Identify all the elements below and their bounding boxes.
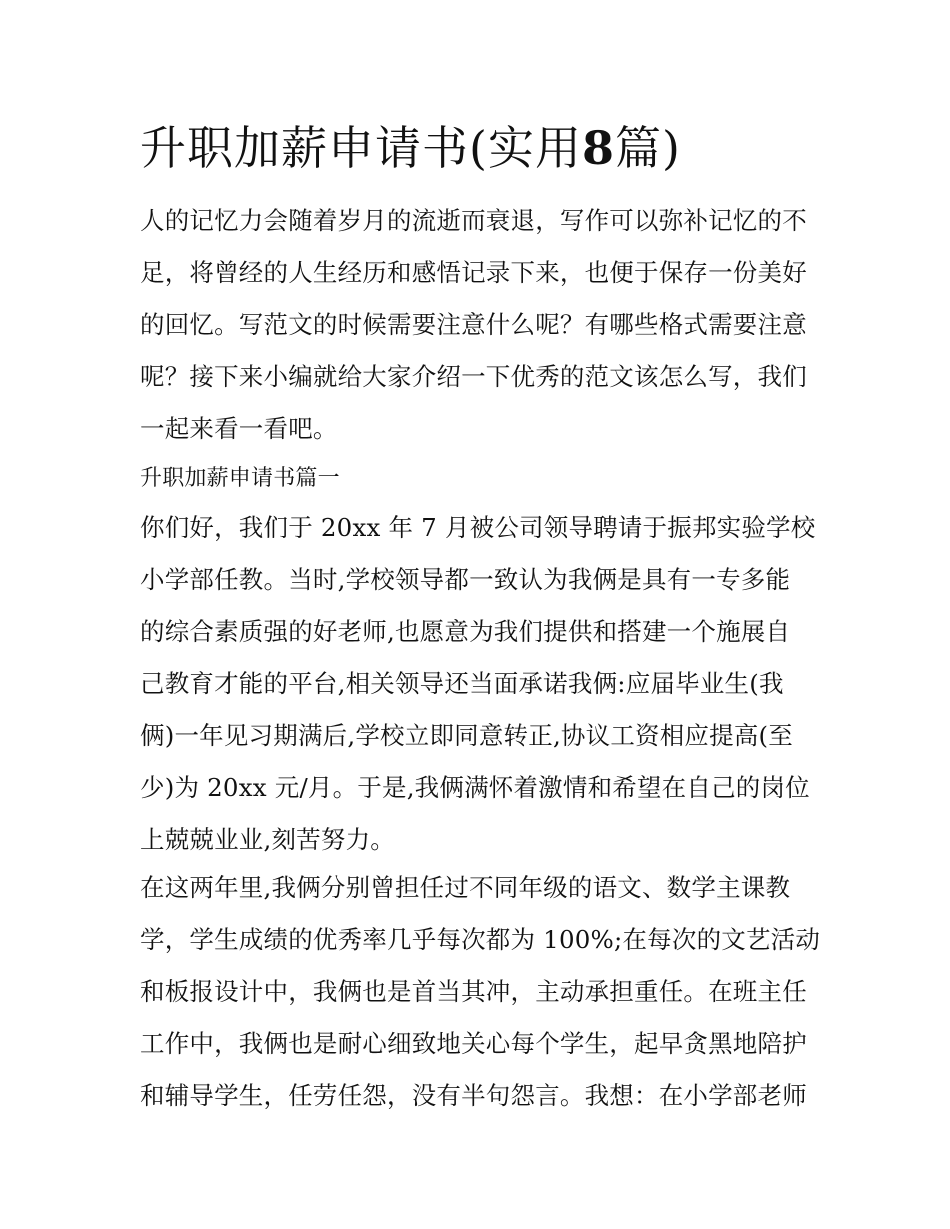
body-line: 学，学生成绩的优秀率几乎每次都为 100%;在每次的文艺活动 bbox=[140, 925, 821, 954]
body-line: 人的记忆力会随着岁月的流逝而衰退，写作可以弥补记忆的不 bbox=[140, 206, 807, 235]
body-line: 一起来看一看吧。 bbox=[140, 414, 338, 443]
body-line: 上兢兢业业,刻苦努力。 bbox=[140, 825, 395, 854]
body-line: 和板报设计中，我俩也是首当其冲，主动承担重任。在班主任 bbox=[140, 977, 807, 1006]
body-line: 少)为 20xx 元/月。于是,我俩满怀着激情和希望在自己的岗位 bbox=[140, 773, 810, 802]
title-number: 8 bbox=[581, 121, 615, 175]
document-title bbox=[140, 118, 681, 178]
section-heading: 升职加薪申请书篇一 bbox=[140, 466, 340, 491]
body-line: 和辅导学生，任劳任怨，没有半句怨言。我想：在小学部老师 bbox=[140, 1081, 807, 1110]
body-line: 俩)一年见习期满后,学校立即同意转正,协议工资相应提高(至 bbox=[140, 721, 793, 750]
body-line: 己教育才能的平台,相关领导还当面承诺我俩:应届毕业生(我 bbox=[140, 669, 784, 698]
title-suffix: 篇) bbox=[614, 121, 681, 175]
body-line: 你们好，我们于 20xx 年 7 月被公司领导聘请于振邦实验学校 bbox=[140, 513, 816, 542]
body-line: 的综合素质强的好老师,也愿意为我们提供和搭建一个施展自 bbox=[140, 617, 791, 646]
body-line: 在这两年里,我俩分别曾担任过不同年级的语文、数学主课教 bbox=[140, 873, 791, 902]
body-line: 的回忆。写范文的时候需要注意什么呢？有哪些格式需要注意 bbox=[140, 310, 807, 339]
body-line: 小学部任教。当时,学校领导都一致认为我俩是具有一专多能 bbox=[140, 565, 791, 594]
body-line: 足，将曾经的人生经历和感悟记录下来，也便于保存一份美好 bbox=[140, 258, 807, 287]
title-prefix: 升职加薪申请书(实用 bbox=[140, 121, 582, 175]
body-line: 呢？接下来小编就给大家介绍一下优秀的范文该怎么写，我们 bbox=[140, 362, 807, 391]
body-line: 工作中，我俩也是耐心细致地关心每个学生，起早贪黑地陪护 bbox=[140, 1029, 807, 1058]
